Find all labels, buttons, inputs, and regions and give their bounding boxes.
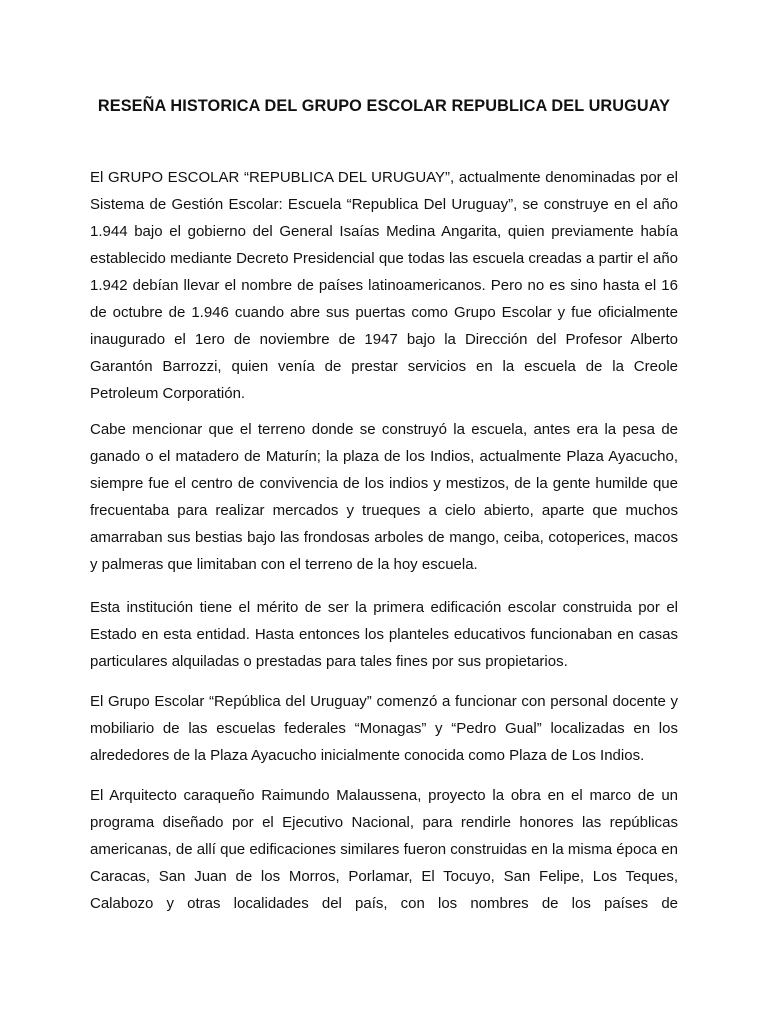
- paragraph-3: Esta institución tiene el mérito de ser la primera edificación escolar construida por el Estado en esta entidad. Hasta entonces los planteles educativos funcionaban en casas particulares alquiladas o prestadas para tales fines por sus propietarios.: [90, 599, 678, 670]
- paragraph-5: El Arquitecto caraqueño Raimundo Malaussena, proyecto la obra en el marco de un programa diseñado por el Ejecutivo Nacional, para rendirle honores las repúblicas americanas, de allí que edificaciones similares fueron construidas en la misma época en Caracas, San Juan de los Morros, Porlamar, El Tocuyo, San Felipe, Los Teques, Calabozo y otras localidades del país, con los nombres de los países de: [90, 787, 678, 912]
- paragraph-2: Cabe mencionar que el terreno donde se construyó la escuela, antes era la pesa de ganado o el matadero de Maturín; la plaza de los Indios, actualmente Plaza Ayacucho, siempre fue el centro de convivencia de los indios y mestizos, de la gente humilde que frecuentaba para realizar mercados y trueques a cielo abierto, aparte que muchos amarraban sus bestias bajo las frondosas arboles de mango, ceiba, cotoperices, macos y palmeras que limitaban con el terreno de la hoy escuela.: [90, 421, 678, 573]
- paragraph-1: El GRUPO ESCOLAR “REPUBLICA DEL URUGUAY”, actualmente denominadas por el Sistema de Gestión Escolar: Escuela “Republica Del Uruguay”, se construye en el año 1.944 bajo el gobierno del General Isaías Medina Angarita, quien previamente había establecido mediante Decreto Presidencial que todas las escuela creadas a partir el año 1.942 debían llevar el nombre de países latinoamericanos. Pero no es sino hasta el 16 de octubre de 1.946 cuando abre sus puertas como Grupo Escolar y fue oficialmente inaugurado el 1ero de noviembre de 1947 bajo la Dirección del Profesor Alberto Garantón Barrozzi, quien venía de prestar servicios en la escuela de la Creole Petroleum Corporatión.: [90, 169, 678, 402]
- document-title: RESEÑA HISTORICA DEL GRUPO ESCOLAR REPUBLICA DEL URUGUAY: [97, 97, 671, 115]
- paragraph-4: El Grupo Escolar “República del Uruguay” comenzó a funcionar con personal docente y mobiliario de las escuelas federales “Monagas” y “Pedro Gual” localizadas en los alrededores de la Plaza Ayacucho inicialmente conocida como Plaza de Los Indios.: [90, 693, 678, 764]
